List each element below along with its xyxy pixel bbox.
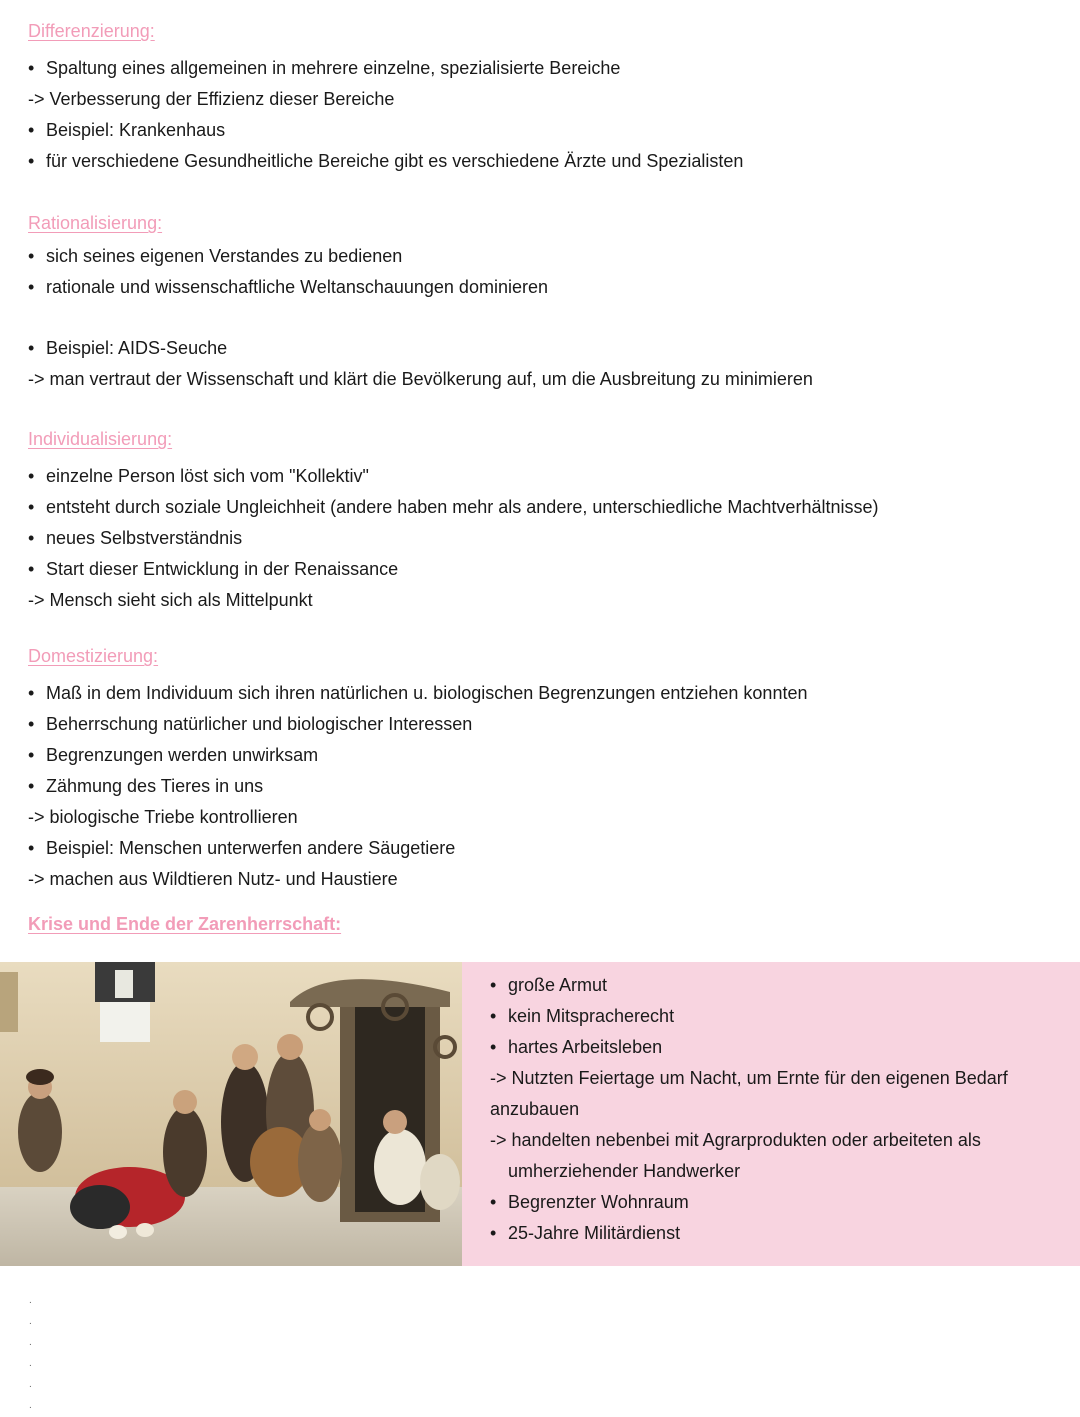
list-item: • kein Mitspracherecht bbox=[490, 1001, 1070, 1032]
list-item: -> man vertraut der Wissenschaft und klärt die Bevölkerung auf, um die Ausbreitung zu minimieren bbox=[28, 369, 813, 389]
heading-differenzierung: Differenzierung: bbox=[28, 21, 155, 41]
list-item: • Maß in dem Individuum sich ihren natürlichen u. biologischen Begrenzungen entziehen konnten bbox=[28, 678, 1058, 709]
painting-image bbox=[0, 962, 462, 1266]
list-item: -> machen aus Wildtieren Nutz- und Haustiere bbox=[28, 869, 398, 889]
list-item: • entsteht durch soziale Ungleichheit (andere haben mehr als andere, unterschiedliche Machtverhältnisse) bbox=[28, 492, 1058, 523]
list-item: • Start dieser Entwicklung in der Renaissance bbox=[28, 554, 1058, 585]
list-item: • rationale und wissenschaftliche Weltanschauungen dominieren bbox=[28, 272, 1058, 303]
list-item: • Spaltung eines allgemeinen in mehrere einzelne, spezialisierte Bereiche bbox=[28, 53, 1058, 84]
list-item: • einzelne Person löst sich vom "Kollektiv" bbox=[28, 461, 1058, 492]
list-item: • Beispiel: Menschen unterwerfen andere Säugetiere bbox=[28, 833, 1058, 864]
painting-illustration bbox=[0, 962, 462, 1266]
heading-krise: Krise und Ende der Zarenherrschaft: bbox=[28, 914, 342, 934]
heading-domestizierung: Domestizierung: bbox=[28, 646, 159, 666]
list-item: -> handelten nebenbei mit Agrarprodukten oder arbeiteten als bbox=[490, 1130, 981, 1150]
list-item: • hartes Arbeitsleben bbox=[490, 1032, 1070, 1063]
list-item: -> Verbesserung der Effizienz dieser Bereiche bbox=[28, 89, 395, 109]
list-item: • große Armut bbox=[490, 970, 1070, 1001]
list-item: umherziehender Handwerker bbox=[508, 1161, 741, 1181]
section-krise bbox=[28, 913, 1058, 935]
heading-rationalisierung: Rationalisierung: bbox=[28, 213, 163, 233]
list-item: • sich seines eigenen Verstandes zu bedienen bbox=[28, 241, 1058, 272]
section-differenzierung bbox=[28, 20, 1058, 177]
section-individualisierung bbox=[28, 428, 1058, 616]
section-rationalisierung bbox=[28, 212, 1058, 395]
list-item: • Zähmung des Tieres in uns bbox=[28, 771, 1058, 802]
list-item: • Beispiel: Krankenhaus bbox=[28, 115, 1058, 146]
list-item: • 25-Jahre Militärdienst bbox=[490, 1218, 1070, 1249]
list-item: • für verschiedene Gesundheitliche Bereiche gibt es verschiedene Ärzte und Spezialisten bbox=[28, 146, 1058, 177]
list-item: • Beherrschung natürlicher und biologischer Interessen bbox=[28, 709, 1058, 740]
section-domestizierung bbox=[28, 645, 1058, 895]
list-item: • Begrenzungen werden unwirksam bbox=[28, 740, 1058, 771]
list-item: • Begrenzter Wohnraum bbox=[490, 1187, 1070, 1218]
heading-individualisierung: Individualisierung: bbox=[28, 429, 173, 449]
list-item: -> Mensch sieht sich als Mittelpunkt bbox=[28, 590, 313, 610]
decorative-dots: . . . . . . bbox=[29, 1295, 32, 1411]
list-item: -> biologische Triebe kontrollieren bbox=[28, 807, 298, 827]
crisis-list bbox=[490, 970, 1070, 1249]
list-item: -> Nutzten Feiertage um Nacht, um Ernte für den eigenen Bedarf anzubauen bbox=[490, 1068, 1008, 1119]
list-item: • Beispiel: AIDS-Seuche bbox=[28, 333, 1058, 364]
list-item: • neues Selbstverständnis bbox=[28, 523, 1058, 554]
